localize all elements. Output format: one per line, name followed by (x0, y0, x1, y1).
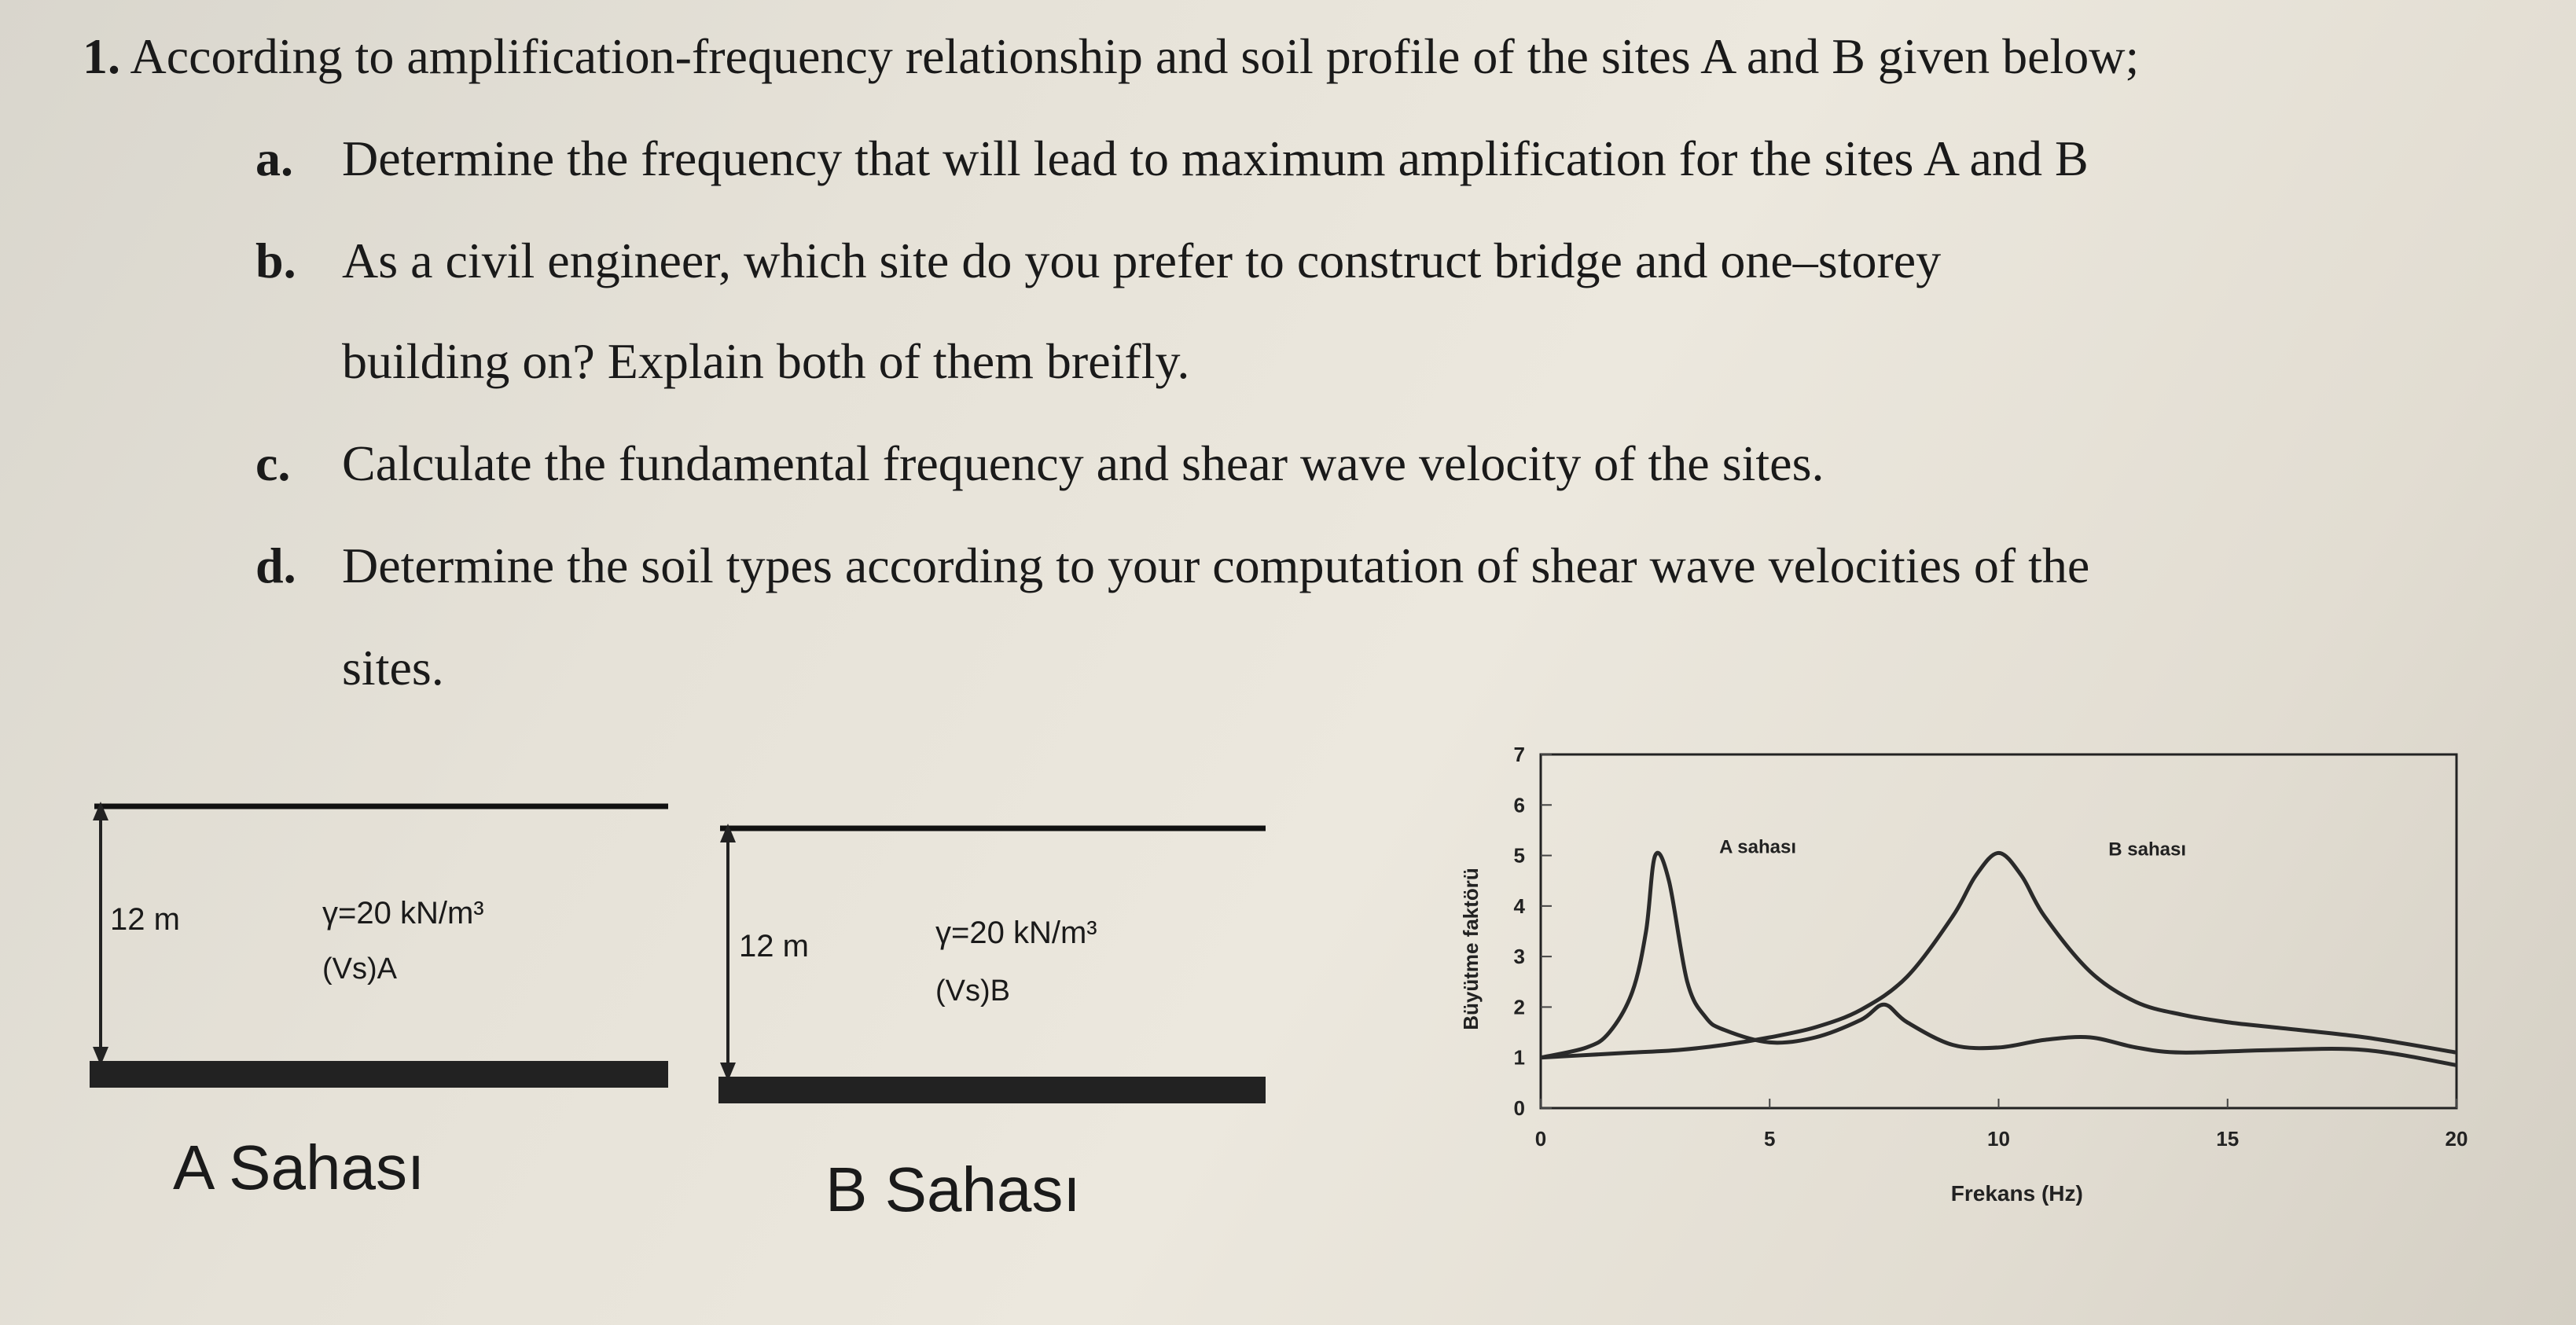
legend-b-label: B sahası (2108, 839, 2187, 861)
site-b-thickness: 12 m (739, 929, 809, 963)
item-c-text: Calculate the fundamental frequency and shear wave velocity of the sites. (342, 435, 1825, 491)
y-tick-label: 6 (1513, 793, 1525, 817)
item-c (255, 435, 1825, 491)
y-tick-label: 1 (1513, 1045, 1525, 1070)
legend-a-label: A sahası (1719, 836, 1797, 858)
x-tick-label: 5 (1764, 1127, 1776, 1151)
item-d (255, 538, 2090, 593)
item-c-label: c. (255, 435, 291, 491)
x-tick-label: 15 (2216, 1127, 2240, 1151)
item-a (255, 130, 2089, 186)
y-tick-label: 2 (1513, 995, 1525, 1019)
y-tick-label: 7 (1513, 743, 1525, 766)
site-a-unit-weight: γ=20 kN/m³ (322, 896, 484, 930)
item-a-text: Determine the frequency that will lead to maximum amplification for the sites A and B (342, 130, 2089, 186)
item-d-text-line1: Determine the soil types according to your computation of shear wave velocities of the (342, 538, 2090, 593)
site-a-bedrock (90, 1061, 668, 1088)
x-axis-label: Frekans (Hz) (1950, 1181, 2083, 1206)
x-tick-label: 20 (2445, 1127, 2468, 1151)
site-a-caption: A Sahası (173, 1132, 425, 1202)
amplification-chart-svg (1423, 731, 2476, 1234)
x-tick-label: 10 (1987, 1127, 2010, 1151)
site-b-profile (707, 817, 1273, 1116)
amplification-chart (1423, 731, 2476, 1234)
site-b-unit-weight: γ=20 kN/m³ (935, 916, 1097, 950)
question-stem-text: According to amplification-frequency relationship and soil profile of the sites A and B given below; (130, 28, 2140, 84)
site-a-thickness: 12 m (110, 902, 180, 937)
site-b-velocity: (Vs)B (935, 974, 1010, 1008)
y-tick-label: 4 (1513, 894, 1525, 918)
y-tick-label: 0 (1513, 1096, 1525, 1120)
site-a-velocity: (Vs)A (322, 952, 397, 985)
series-b-line (1541, 853, 2457, 1057)
item-b-text-line1: As a civil engineer, which site do you prefer to construct bridge and one–storey (342, 233, 1942, 288)
item-d-label: d. (255, 538, 296, 593)
site-b-caption: B Sahası (825, 1154, 1081, 1224)
y-tick-label: 3 (1513, 945, 1525, 969)
x-tick-label: 0 (1534, 1127, 1547, 1151)
item-b (255, 233, 1942, 288)
site-a-profile (79, 794, 676, 1108)
item-a-label: a. (255, 130, 293, 186)
y-tick-label: 5 (1513, 843, 1525, 868)
item-b-text-line2: building on? Explain both of them breifly. (342, 333, 1190, 389)
item-d-text-line2: sites. (342, 640, 444, 696)
item-b-label: b. (255, 233, 296, 288)
site-b-bedrock (718, 1077, 1266, 1103)
y-axis-label: Büyütme faktörü (1459, 868, 1483, 1030)
question-stem (83, 28, 2140, 84)
question-number: 1. (83, 28, 120, 84)
